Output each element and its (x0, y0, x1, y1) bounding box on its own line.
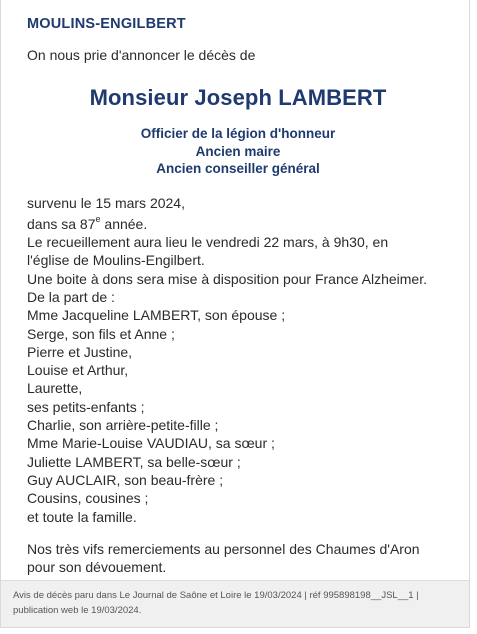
intro-text: On nous prie d'annoncer le décès de (27, 47, 256, 63)
footer-line: publication web le 19/03/2024. (13, 605, 142, 616)
date-line: survenu le 15 mars 2024, (27, 194, 185, 211)
town-heading: MOULINS-ENGILBERT (27, 16, 186, 32)
family-line: Guy AUCLAIR, son beau-frère ; (27, 471, 224, 488)
footer-line: Avis de décès paru dans Le Journal de Saône et Loire le 19/03/2024 | réf 995898198__JSL__1 | (13, 590, 419, 601)
thanks-line: pour son dévouement. (27, 559, 167, 576)
body-line: Une boite à dons sera mise à disposition pour France Alzheimer. (27, 270, 427, 287)
family-line: Pierre et Justine, (27, 343, 133, 360)
family-line: ses petits-enfants ; (27, 398, 145, 415)
age-superscript: e (95, 214, 101, 225)
deceased-name: Monsieur Joseph LAMBERT (89, 85, 387, 110)
family-line: Juliette LAMBERT, sa belle-sœur ; (27, 453, 241, 470)
body-line: De la part de : (27, 288, 115, 305)
family-line: Charlie, son arrière-petite-fille ; (27, 417, 219, 434)
age-prefix: dans sa 87 (27, 215, 96, 232)
family-line: Cousins, cousines ; (27, 490, 149, 507)
title-line: Officier de la légion d'honneur (140, 126, 336, 141)
family-line: Laurette, (27, 380, 83, 397)
family-line: Mme Marie-Louise VAUDIAU, sa sœur ; (27, 435, 275, 452)
body-line: Le recueillement aura lieu le vendredi 22 mars, à 9h30, en (27, 234, 389, 251)
notice-content (1, 0, 469, 576)
age-line (27, 215, 449, 233)
thanks-line: Nos très vifs remerciements au personnel des Chaumes d'Aron (27, 540, 420, 557)
thanks-paragraph (27, 540, 449, 577)
family-line: et toute la famille. (27, 508, 137, 525)
title-line: Ancien conseiller général (156, 161, 320, 176)
age-suffix: année. (100, 215, 148, 232)
title-line: Ancien maire (195, 143, 281, 159)
family-line: Mme Jacqueline LAMBERT, son épouse ; (27, 307, 286, 324)
honorific-titles (27, 125, 449, 178)
family-line: Louise et Arthur, (27, 362, 129, 379)
notice-body (27, 194, 449, 526)
body-line: l'église de Moulins-Engilbert. (27, 252, 205, 269)
publication-footer (1, 580, 469, 627)
family-line: Serge, son fils et Anne ; (27, 325, 175, 342)
